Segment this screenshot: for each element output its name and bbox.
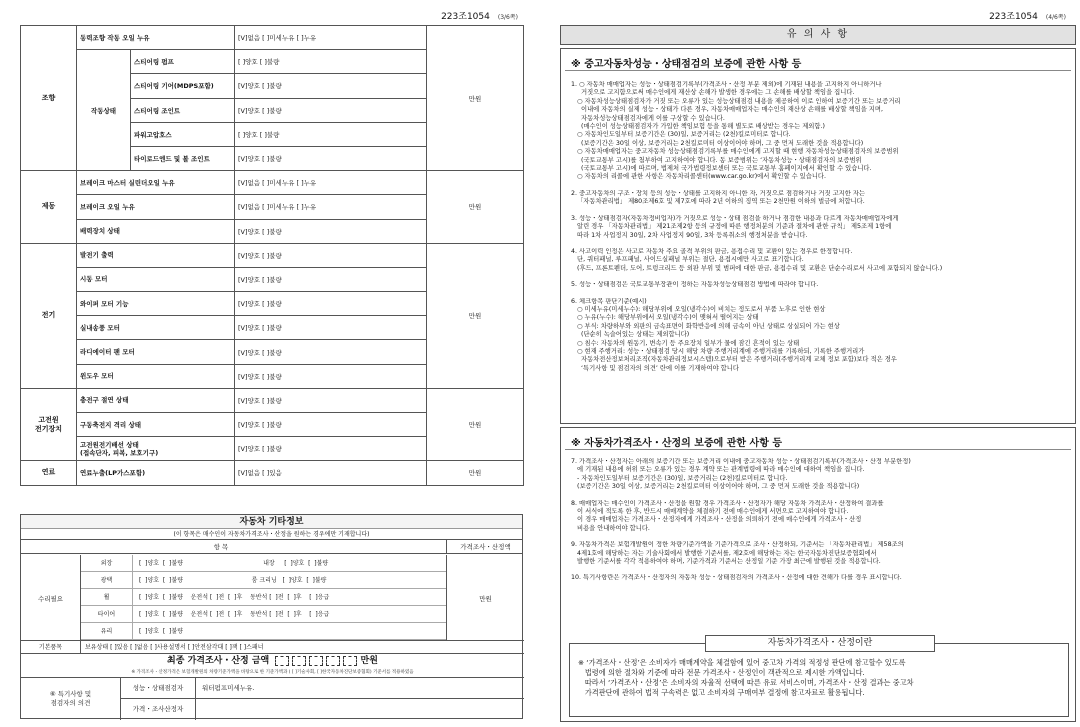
repair-row-label: 휠 — [81, 589, 133, 606]
status-options[interactable]: [V]양호 [ ]불량 — [235, 243, 427, 267]
repair-row-label: 광택 — [81, 572, 133, 589]
opinion-row-inspector — [121, 678, 524, 699]
doc-number: 223조1054 (3/6쪽) — [441, 12, 518, 22]
opinion-row-appraiser — [121, 699, 524, 720]
repair-row — [81, 555, 446, 572]
price-unit-cell: 만원 — [427, 388, 524, 461]
table-row — [21, 171, 524, 195]
price-unit-cell: 만원 — [427, 243, 524, 388]
opinion-appraiser-label: 가격・조사산정자 — [121, 699, 196, 720]
column-price: 가격조사・산정액 — [446, 540, 524, 554]
status-options[interactable]: [V]없음 [ ]미세누유 [ ]누유 — [235, 195, 427, 219]
price-digit-box[interactable] — [326, 656, 340, 666]
column-item: 항 목 — [213, 543, 229, 551]
category-cell: 연료 — [21, 461, 77, 485]
repair-row-label: 유리 — [81, 623, 133, 640]
status-options[interactable]: [V]양호 [ ]불량 — [235, 413, 427, 437]
section1-title: ※ 중고자동차성능・상태점검의 보증에 관한 사항 등 — [565, 49, 1071, 71]
category-cell: 조향 — [21, 26, 77, 171]
status-options[interactable]: [V]양호 [ ]불량 — [235, 316, 427, 340]
item-cell: 윈도우 모터 — [77, 364, 235, 388]
category-cell: 제동 — [21, 171, 77, 244]
status-options[interactable]: [V]없음 [ ]있음 — [235, 461, 427, 485]
basic-items-value: 보유상태 [ ]있음 [ ]없음 [ ]사용설명서 [ ]안전삼각대 [ ]잭 [ ]스패너 — [85, 644, 264, 651]
repair-row-options[interactable]: [ ]양호 [ ]불량 운전석 [ ]전 [ ]후 동반석 [ ]전 [ ]후 [ ]응급 — [139, 611, 330, 618]
status-options[interactable]: [V]양호 [ ]불량 — [235, 98, 427, 122]
table-row — [21, 461, 524, 485]
notice-paragraph: 10. 특기사항란은 가격조사・산정자의 자동차 성능・상태점검자의 가격조사・산정에 대한 견해가 다를 경우 표시합니다. — [571, 574, 902, 582]
notice-paragraph: 5. 성능・상태점검은 국토교통부장관이 정하는 자동차성능상태점검 방법에 따라야 합니다. — [571, 281, 819, 289]
notice-paragraph: 8. 매매업자는 매수인이 가격조사・산정을 원할 경우 가격조사・산정자가 해당 자동차 가격조사・산정하여 결과를 이 서식에 적도록 한 후, 반드시 매매계약을 체결하기 전에 매수인에게 서면으로 고지하여야 합니다. 이 경우 매매업자는 가격조사・산정자에게 가격조사・산정을 의뢰하기 전에 매수인에게 가격조사・산정 비용을 안내하여야 합니다. — [571, 499, 884, 532]
repair-row-label: 타이어 — [81, 606, 133, 623]
final-price-block — [21, 654, 524, 678]
notice-paragraph: 6. 체크항목 판단기준(예시) ○ 미세누유(미세누수): 해당부위에 오일(냉각수)이 비치는 정도로서 부품 노후로 인한 현상 ○ 누유(누수): 해당부위에서 오일(냉각수)이 맺혀서 떨어지는 상태 ○ 부식: 차량하부와 외판의 금속표면이 화학반응에 의해 금속이 아닌 상태로 상실되어 가는 현상 (단순히 녹슬어있는 상태는 제외합니다) ○ 침수: 자동차의 원동기, 변속기 등 주요장치 일부가 물에 잠긴 흔적이 있는 상태 ○ 현재 주행거리: 성능・상태점검 당시 해당 차량 주행거리계에 주행거리를 기록하되, 기록한 주행거리가 자동차전산정보처리조직(자동차관리정보시스템)으로부터 받은 주행거리(주행거리계 교체 정보 포함)보다 적은 경우 ‘특기사항 및 점검자의 의견’ 란에 이를 기재하여야 합니다 — [571, 297, 897, 372]
page-number: (3/6쪽) — [497, 14, 518, 21]
price-unit-cell: 만원 — [427, 461, 524, 485]
basic-items-row — [21, 641, 524, 654]
item-cell: 시동 모터 — [77, 267, 235, 291]
notice-paragraph: 2. 중고자동차의 구조・장치 등의 성능・상태를 고지하지 아니한 자, 거짓으로 점검하거나 거짓 고지한 자는 「자동차관리법」 제80조제6호 및 제7호에 따라 2년 이하의 징역 또는 2천만원 이하의 벌금에 처합니다. — [571, 189, 866, 206]
final-price-title: 최종 가격조사・산정 금액 — [167, 656, 270, 666]
item-cell: 동력조향 작동 오일 누유 — [77, 26, 235, 50]
status-options[interactable]: [V]없음 [ ]미세누유 [ ]누유 — [235, 171, 427, 195]
item-cell: 배력장치 상태 — [77, 219, 235, 243]
item-cell: 충전구 절연 상태 — [77, 388, 235, 412]
item-cell: 브레이크 오일 누유 — [77, 195, 235, 219]
price-unit-cell: 만원 — [427, 26, 524, 171]
status-options[interactable]: [V]양호 [ ]불량 — [235, 437, 427, 461]
right-page — [548, 0, 1080, 727]
part-cell: 스티어링 조인트 — [131, 98, 235, 122]
basic-items-label: 기본품목 — [21, 641, 81, 654]
extra-info-title: 자동차 기타정보 — [21, 515, 522, 529]
item-cell: 브레이크 마스터 실린더오일 누유 — [77, 171, 235, 195]
final-price-note: ※ 가격조사・산정가격은 보험개발원의 차량기준가액을 바탕으로 한 기준가액과 ( [ ]기술사회, [ ]한국자동차진단보증협회) 기준서를 적용하였음 — [131, 670, 414, 675]
repair-row-options[interactable]: [ ]양호 [ ]불량 내장 [ ]양호 [ ]불량 — [139, 560, 329, 567]
part-cell: 파워고압호스 — [131, 122, 235, 146]
item-cell: 발전기 출력 — [77, 243, 235, 267]
opinion-inspector-label: 성능・상태점검자 — [121, 678, 196, 699]
opinion-inspector-value: 워터펌프미세누유. — [202, 684, 255, 692]
category-cell: 고전원 전기장치 — [21, 388, 77, 461]
status-options[interactable]: [V]양호 [ ]불량 — [235, 146, 427, 170]
price-digit-box[interactable] — [292, 656, 306, 666]
extra-info-columns — [21, 540, 522, 554]
item-cell: 실내송풍 모터 — [77, 316, 235, 340]
repair-row — [81, 572, 446, 589]
status-options[interactable]: [V]없음 [ ]미세누유 [ ]누유 — [235, 26, 427, 50]
table-row — [21, 243, 524, 267]
status-options[interactable]: [V]양호 [ ]불량 — [235, 340, 427, 364]
repair-row — [81, 623, 446, 640]
price-digit-box[interactable] — [343, 656, 357, 666]
part-cell: 스티어링 펌프 — [131, 50, 235, 74]
repair-row-options[interactable]: [ ]양호 [ ]불량 운전석 [ ]전 [ ]후 동반석 [ ]전 [ ]후 [ ]응급 — [139, 594, 330, 601]
price-digit-box[interactable] — [275, 656, 289, 666]
extra-info-note: (이 항목은 매수인이 자동차가격조사・산정을 원하는 경우에만 기재합니다) — [21, 529, 522, 540]
extra-info-section — [20, 514, 523, 719]
page-number: (4/6쪽) — [1045, 14, 1066, 21]
inspection-table — [20, 25, 524, 486]
item-cell: 와이퍼 모터 기능 — [77, 292, 235, 316]
price-digit-box[interactable] — [309, 656, 323, 666]
repair-label: 수리필요 — [21, 555, 81, 641]
repair-row-options[interactable]: [ ]양호 [ ]불량 — [139, 628, 183, 635]
repair-row-options[interactable]: [ ]양호 [ ]불량 룸 크리닝 [ ]양호 [ ]불량 — [139, 577, 327, 584]
section2-title: ※ 자동차가격조사・산정의 보증에 관한 사항 등 — [565, 428, 1071, 450]
status-options[interactable]: [V]양호 [ ]불량 — [235, 219, 427, 243]
definition-box — [569, 643, 1069, 717]
status-options[interactable]: [V]양호 [ ]불량 — [235, 364, 427, 388]
part-cell: 타이로드엔드 및 볼 조인트 — [131, 146, 235, 170]
notice-title: 유 의 사 항 — [560, 25, 1076, 45]
subcategory-cell: 작동상태 — [77, 50, 131, 171]
definition-title: 자동차가격조사・산정이란 — [705, 635, 935, 652]
status-options[interactable]: [V]양호 [ ]불량 — [235, 388, 427, 412]
status-options[interactable]: [ ]양호 [ ]불량 — [235, 122, 427, 146]
section-inspection-guarantee — [560, 48, 1076, 424]
notice-paragraph: 1. ○ 자동차 매매업자는 성능・상태점검기록부(가격조사・산정 부분 제외)에 기재된 내용을 고지하지 아니하거나 거짓으로 고지함으로써 매수인에게 재산상 손해가 발생한 경우에는 그 손해를 배상할 책임을 집니다. ○ 자동차성능상태점검자가 거짓 또는 오류가 있는 성능상태점검 내용을 제공하여 이로 인하여 보증기간 또는 보증거리 이내에 자동차의 실제 성능・상태가 다른 경우, 자동차매매업자는 매수인의 재산상 손해를 배상할 책임을 지며, 자동차성능상태점검자에게 이를 구상할 수 있습니다. (매수인이 성능상태점검자가 가입한 책임보험 등을 통해 별도로 배상받는 경우는 제외함.) ○ 자동차인도일부터 보증기간은 (30)일, 보증거리는 (2천)킬로미터로 합니다. (보증기간은 30일 이상, 보증거리는 2천킬로미터 이상이어야 하며, 그 중 먼저 도래한 것을 적용합니다) ○ 자동차매매업자는 중고자동차 성능상태점검기록부를 매수인에게 고지할 때 현행 자동차성능상태점검자의 보증범위 (국토교통부 고시)를 첨부하여 고지하여야 합니다. 동 보증범위는 ‘자동차성능・상태점검자의 보증범위 (국토교통부 고시)에 따르며, 법제처 국가법령정보센터 또는 국토교통부 홈페이지에서 확인할 수 있습니다. ○ 자동차의 리콜에 관한 사항은 자동차리콜센터(www.car.go.kr)에서 확인할 수 있습니다. — [571, 81, 901, 181]
repair-needed-block — [21, 555, 524, 641]
category-cell: 전기 — [21, 243, 77, 388]
notice-paragraph: 4. 사고이력 인정은 사고로 자동차 주요 골격 부위의 판금, 용접수리 및 교환이 있는 경우로 한정합니다. 단, 쿼터패널, 루프패널, 사이드실패널 부위는 절단, 용접시에만 사고로 표기합니다. (후드, 프론트펜더, 도어, 트렁크리드 등 외판 부위 및 범퍼에 대한 판금, 용접수리 및 교환은 단순수리로서 사고에 포함되지 않습니다.) — [571, 247, 943, 272]
definition-text: ※ ‘가격조사・산정’은 소비자가 매매계약을 체결함에 있어 중고차 가격의 적정성 판단에 참고할수 있도록 법령에 의한 절차와 기준에 따라 전문 가격조사・산정인이 객관적으로 제시한 가액입니다. 따라서 ‘가격조사・산정’은 소비자의 자율적 선택에 따른 유료 서비스이며, 가격조사・산정 결과는 중고차 가격판단에 관하여 법적 구속력은 없고 소비자의 구매여부 결정에 참고자료로 활용됩니다. — [578, 658, 914, 697]
final-price-unit: 만원 — [360, 656, 378, 666]
item-cell: 고전원전기배선 상태 (접속단자, 피복, 보호기구) — [77, 437, 235, 461]
opinion-label: ⑥ 특기사항 및 점검자의 의견 — [21, 678, 121, 720]
status-options[interactable]: [V]양호 [ ]불량 — [235, 74, 427, 98]
status-options[interactable]: [V]양호 [ ]불량 — [235, 267, 427, 291]
price-unit-cell: 만원 — [427, 171, 524, 244]
table-row — [21, 26, 524, 50]
item-cell: 연료누출(LP가스포함) — [77, 461, 235, 485]
repair-amount: 만원 — [446, 555, 524, 641]
repair-row — [81, 589, 446, 606]
left-page — [0, 0, 532, 727]
doc-number: 223조1054 (4/6쪽) — [989, 12, 1066, 22]
opinion-block — [21, 678, 524, 720]
notice-paragraph: 7. 가격조사・산정자는 아래의 보증기간 또는 보증거리 이내에 중고자동차 성능・상태점검기록부(가격조사・산정 부분한정) 에 기재된 내용에 허위 또는 오류가 있는 경우 계약 또는 관계법령에 따라 매수인에 대하여 책임을 집니다. - 자동차인도일부터 보증기간은 (30)일, 보증거리는 (2천)킬로미터로 합니다. (보증기간은 30일 이상, 보증거리는 2천킬로미터 이상이어야 하며, 그 중 먼저 도래한 것을 적용합니다) — [571, 458, 911, 491]
table-row — [21, 388, 524, 412]
repair-row — [81, 606, 446, 623]
section-price-guarantee — [560, 427, 1076, 722]
item-cell: 구동축전지 격리 상태 — [77, 413, 235, 437]
repair-row-label: 외장 — [81, 555, 133, 572]
notice-paragraph: 9. 자동차가격은 보험개발원이 정한 차량기준가액을 기준가격으로 조사・산정하되, 기준서는 「자동차관리법」 제58조의 4제1호에 해당하는 자는 기술사회에서 발행한 기준서를, 제2호에 해당하는 자는 한국자동차진단보증협회에서 발행한 기준서를 각각 적용하여야 하며, 기준가격과 기준서는 산정일 기준 가장 최근에 발행된 것을 적용합니다. — [571, 541, 904, 566]
status-options[interactable]: [ ]양호 [ ]불량 — [235, 50, 427, 74]
item-cell: 라디에이터 팬 모터 — [77, 340, 235, 364]
notice-paragraph: 3. 성능・상태점검자(자동차정비업자)가 거짓으로 성능・상태 점검을 하거나 점검한 내용과 다르게 자동차매매업자에게 알린 경우 「자동차관리법」 제21조제2항 등의 규정에 따른 행정처분의 기준과 절차에 관한 규칙」 제5조제 1항에 따라 1차 사업정지 30일, 2차 사업정지 90일, 3차 등록취소의 행정처분을 받습니다. — [571, 214, 899, 239]
part-cell: 스티어링 기어(MDPS포함) — [131, 74, 235, 98]
status-options[interactable]: [V]양호 [ ]불량 — [235, 292, 427, 316]
